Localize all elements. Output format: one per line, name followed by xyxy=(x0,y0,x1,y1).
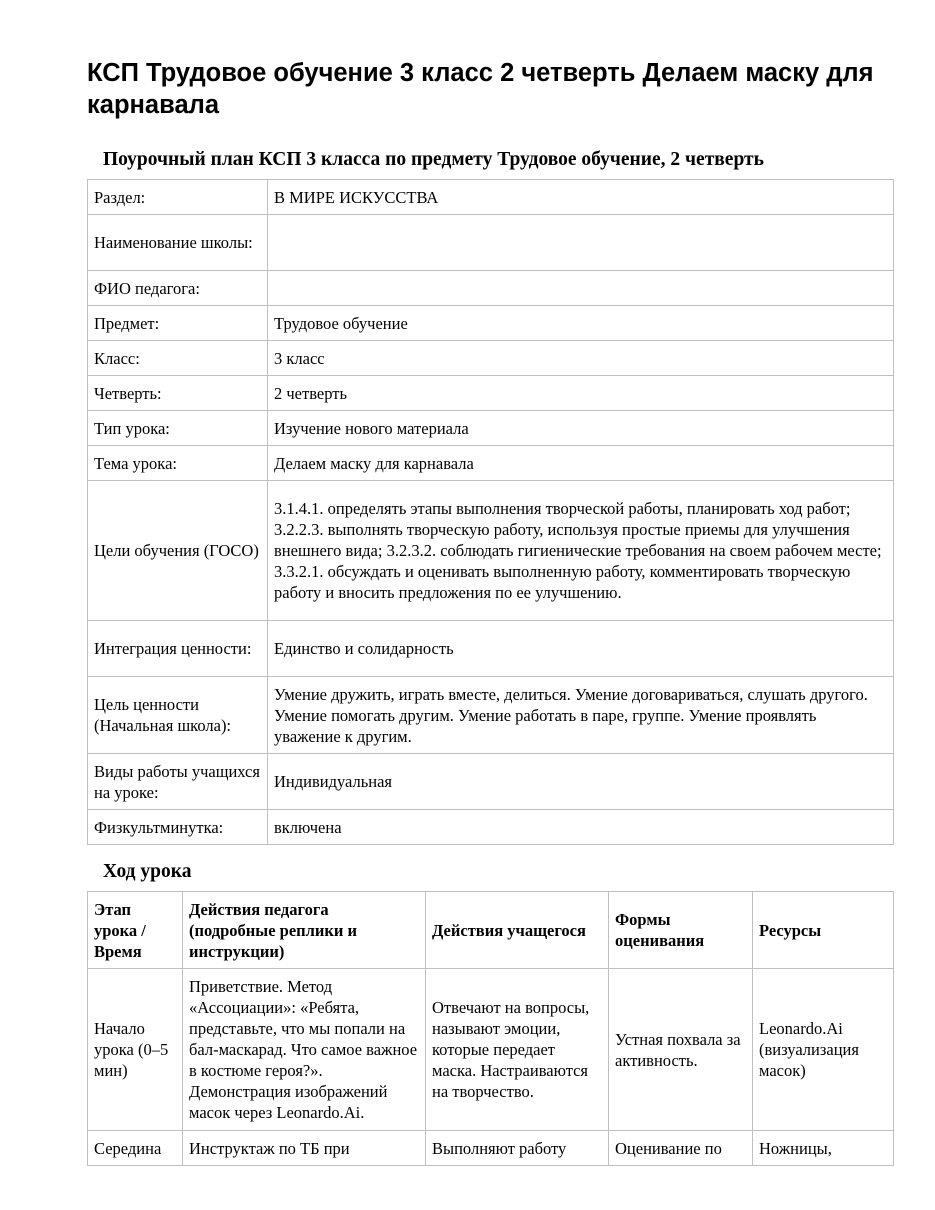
info-value: Умение дружить, играть вместе, делиться. Умение договариваться, слушать другого. Умение помогать другим. Умение работать в паре, группе. Умение проявлять уважение к другим. xyxy=(268,677,894,754)
lesson-flow-table xyxy=(87,891,894,1166)
info-row-lesson-type xyxy=(88,411,894,446)
info-row-school xyxy=(88,215,894,271)
info-value: Единство и солидарность xyxy=(268,621,894,677)
info-row-value-integration xyxy=(88,621,894,677)
info-row-learning-goals xyxy=(88,481,894,621)
table-row xyxy=(88,969,894,1131)
info-value xyxy=(268,215,894,271)
teacher-cell: Приветствие. Метод «Ассоциации»: «Ребята, представьте, что мы попали на бал-маскарад. Что самое важное в костюме героя?». Демонстрация изображений масок через Leonardo.Ai. xyxy=(183,969,426,1131)
info-value xyxy=(268,271,894,306)
student-cell: Выполняют работу xyxy=(426,1131,609,1166)
info-row-grade xyxy=(88,341,894,376)
info-label: Цель ценности (Начальная школа): xyxy=(88,677,268,754)
info-label: ФИО педагога: xyxy=(88,271,268,306)
info-label: Тип урока: xyxy=(88,411,268,446)
info-label: Четверть: xyxy=(88,376,268,411)
assessment-cell: Устная похвала за активность. xyxy=(609,969,753,1131)
info-row-work-types xyxy=(88,754,894,810)
header-stage: Этап урока / Время xyxy=(88,892,183,969)
info-value: В МИРЕ ИСКУССТВА xyxy=(268,180,894,215)
info-row-section xyxy=(88,180,894,215)
info-label: Цели обучения (ГОСО) xyxy=(88,481,268,621)
info-value: Индивидуальная xyxy=(268,754,894,810)
info-label: Раздел: xyxy=(88,180,268,215)
table-row xyxy=(88,1131,894,1166)
stage-cell: Середина xyxy=(88,1131,183,1166)
resources-cell: Leonardo.Ai (визуализация масок) xyxy=(753,969,894,1131)
info-label: Класс: xyxy=(88,341,268,376)
assessment-cell: Оценивание по xyxy=(609,1131,753,1166)
info-label: Тема урока: xyxy=(88,446,268,481)
plan-heading: Поурочный план КСП 3 класса по предмету Трудовое обучение, 2 четверть xyxy=(103,149,764,170)
info-label: Интеграция ценности: xyxy=(88,621,268,677)
info-value: 2 четверть xyxy=(268,376,894,411)
lesson-header-row xyxy=(88,892,894,969)
header-student-actions: Действия учащегося xyxy=(426,892,609,969)
lesson-heading: Ход урока xyxy=(103,861,192,882)
info-value: 3 класс xyxy=(268,341,894,376)
info-row-quarter xyxy=(88,376,894,411)
info-value: Делаем маску для карнавала xyxy=(268,446,894,481)
info-value: Трудовое обучение xyxy=(268,306,894,341)
info-value: 3.1.4.1. определять этапы выполнения творческой работы, планировать ход работ; 3.2.2.3. выполнять творческую работу, используя простые приемы для улучшения внешнего вида; 3.2.3.2. соблюдать гигиенические требования на своем рабочем месте; 3.3.2.1. обсуждать и оценивать выполненную работу, комментировать творческую работу и вносить предложения по ее улучшению. xyxy=(268,481,894,621)
document-title: КСП Трудовое обучение 3 класс 2 четверть Делаем маску для карнавала xyxy=(87,59,874,119)
header-resources: Ресурсы xyxy=(753,892,894,969)
lesson-info-table xyxy=(87,179,894,845)
info-label: Наименование школы: xyxy=(88,215,268,271)
resources-cell: Ножницы, xyxy=(753,1131,894,1166)
info-row-teacher xyxy=(88,271,894,306)
teacher-cell: Инструктаж по ТБ при xyxy=(183,1131,426,1166)
info-value: Изучение нового материала xyxy=(268,411,894,446)
info-label: Виды работы учащихся на уроке: xyxy=(88,754,268,810)
info-value: включена xyxy=(268,810,894,845)
info-row-value-goal xyxy=(88,677,894,754)
info-row-subject xyxy=(88,306,894,341)
header-teacher-actions: Действия педагога (подробные реплики и инструкции) xyxy=(183,892,426,969)
info-label: Предмет: xyxy=(88,306,268,341)
info-label: Физкультминутка: xyxy=(88,810,268,845)
info-row-topic xyxy=(88,446,894,481)
header-assessment: Формы оценивания xyxy=(609,892,753,969)
student-cell: Отвечают на вопросы, называют эмоции, которые передает маска. Настраиваются на творчество. xyxy=(426,969,609,1131)
stage-cell: Начало урока (0–5 мин) xyxy=(88,969,183,1131)
info-row-physical-break xyxy=(88,810,894,845)
